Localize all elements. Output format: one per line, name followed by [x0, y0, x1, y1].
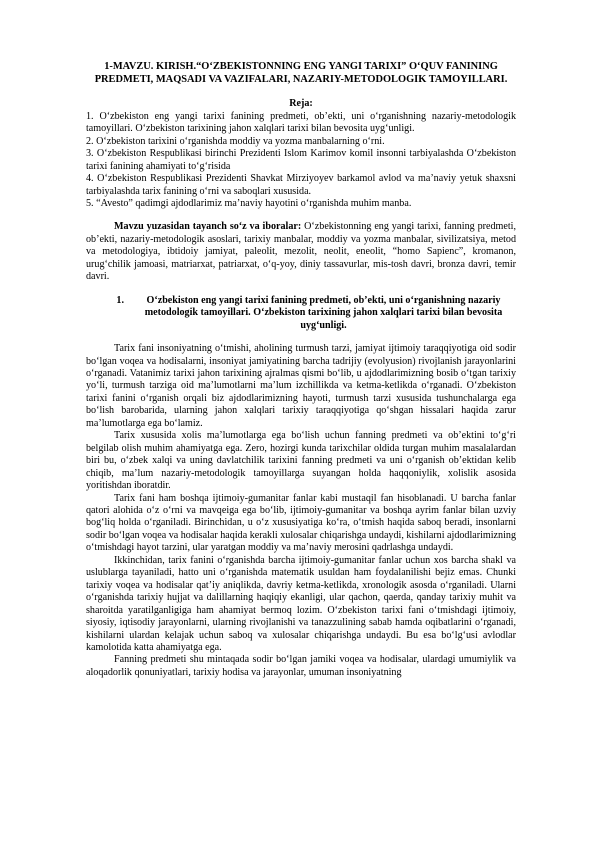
body-paragraph: Tarix fani ham boshqa ijtimoiy-gumanitar fanlar kabi mustaqil fan hisoblanadi. U barcha fanlar qatori alohida o‘z o‘rni va mavqeiga ega bo‘lib, ijtimoiy-gumanitar va boshqa ayrim fanlar bilan uzviy bog‘liq holda o‘rganiladi. Birinchidan, u o‘z xususiyatiga ko‘ra, o‘tmish haqida saboq beradi, insonlarni sodir bo‘lgan voqea va hodisalar haqida kerakli xulosalar chiqarishga undaydi, kishilarni ajdodlarimizning o‘tmishdagi hayot tarzini, ular yaratgan moddiy va ma’naviy merosini qadrlashga undaydi. — [86, 492, 516, 554]
plan-item: 2. O‘zbekiston tarixini o‘rganishda moddiy va yozma manbalarning o‘rni. — [86, 135, 385, 147]
section-title: O‘zbekiston eng yangi tarixi fanining predmeti, ob’ekti, uni o‘rganishning nazariy metodologik tamoyillari. O‘zbekiston tarixining jahon xalqlari tarixi bilan bevosita uyg‘unligi. — [144, 294, 503, 331]
document-page — [86, 60, 516, 679]
body-paragraph: Ikkinchidan, tarix fanini o‘rganishda barcha ijtimoiy-gumanitar fanlar uchun xos barcha shakl va uslublarga tayaniladi, hatto uni o‘rganishda matematik usuldan ham foydalanilishi bejiz emas. Chunki tarixiy voqea va hodisalar qat’iy aniqlikda, davriy ketma-ketlikda, xronologik asosda o‘rganiladi. Ularni o‘rganishda tarixiy hujjat va dalillarning haqiqiy ekanligi, ular qachon, qaerda, qanday tarixiy muhit va sharoitda yaratilganligiga ham ahamiyat bermoq lozim. O‘zbekiston tarixi fani o‘tmishdagi ijtimoiy, siyosiy, iqtisodiy jarayonlarni, ularning rivojlanishi va tanazzulining sabab hamda oqibatlarini o‘rganadi, kishilarni ulardan kelajak uchun saboq va xulosalar chiqarishga undaydi. Bu esa bo‘lg‘usi avlodlar kamolotida katta ahamiyatga ega. — [86, 554, 516, 653]
keywords-label: Mavzu yuzasidan tayanch so‘z va iboralar: — [114, 221, 302, 233]
plan-item: 3. O‘zbekiston Respublikasi birinchi Prezidenti Islom Karimov komil insonni tarbiyalashda O‘zbekiston tarixi fanining ahamiyati to‘g‘risida — [86, 148, 516, 172]
keywords-paragraph — [86, 221, 516, 283]
body-paragraph: Tarix xususida xolis ma’lumotlarga ega bo‘lish uchun fanning predmeti va ob’ektini to‘g‘ri belgilab olish muhim ahamiyatga ega. Zero, hozirgi kunda tarixchilar oldida turgan muhim masalalardan biri bu, o‘zbek xalqi va uning davlatchilik tarixini fanning predmeti va uni o‘rganish ob’ektidan kelib chiqib, ma’lum nazariy-metodologik tamoyillarga suyangan holda haqqoniylik, xolislik asosida yoritishdan iboratdir. — [86, 430, 516, 492]
section-number: 1. — [116, 294, 124, 306]
plan-heading: Reja: — [289, 98, 313, 110]
section-heading — [86, 295, 516, 332]
plan-item: 1. O‘zbekiston eng yangi tarixi fanining predmeti, ob’ekti, uni o‘rganishning nazariy-metodologik tamoyillari. O‘zbekiston tarixining jahon xalqlari tarixi bilan bevosita uyg‘unligi. — [86, 110, 516, 135]
body-paragraph: Tarix fani insoniyatning o‘tmishi, aholining turmush tarzi, jamiyat ijtimoiy taraqqiyotiga oid sodir bo‘lgan voqea va hodisalarni, insoniyat jamiyatining barcha tadrijiy (evolyusion) rivojlanish jarayonlarini o‘rganadi. Vatanimiz tarixi jahon tarixining ajralmas qismi bo‘lib, u ajdodlarimizning bosib o‘tgan tarixiy yo‘li, turmush tarziga oid ma’lumotlarni ma’lum izchillikda va ketma-ketlikda o‘rganadi. O‘zbekiston tarixi fanini o‘rganish orqali biz ajdodlarimizning hayoti, turmush tarzi xususida tushunchalarga ega bo‘lish barobarida, ularning jahon xalqlari tarixiy taraqqiyotiga qo‘shgan hissalari haqida zarur ma’lumotlarga ega bo‘lamiz. — [86, 343, 516, 429]
keywords-text: O‘zbekistonning eng yangi tarixi, fanning predmeti, ob’ekti, nazariy-metodologik asoslari, tarixiy manbalar, moddiy va yozma manbalar, sivilizatsiya, metod va metodologiya, ibtidoiy jamiyat, paleolit, mezolit, neolit, eneolit, “homo Sapienc”, kromanon, urug‘chilik jamoasi, matriarxat, patriarxat, o‘q-yoy, diniy tassavurlar, mis-tosh davri, bronza davri, temir davri. — [86, 221, 516, 283]
plan-item: 5. “Avesto” qadimgi ajdodlarimiz ma’naviy hayotini o‘rganishda muhim manba. — [86, 198, 412, 210]
document-title: 1-MAVZU. KIRISH.“O‘ZBEKISTONNING ENG YANGI TARIXI” O‘QUV FANINING PREDMETI, MAQSADI VA VAZIFALARI, NAZARIY-METODOLOGIK TAMOYILLARI. — [94, 61, 508, 86]
body-paragraph: Fanning predmeti shu mintaqada sodir bo‘lgan jamiki voqea va hodisalar, ulardagi umumiylik va aloqadorlik qonuniyatlari, tarixiy hodisa va jarayonlar, umuman insoniyatning — [86, 654, 516, 678]
plan-item: 4. O‘zbekiston Respublikasi Prezidenti Shavkat Mirziyoyev barkamol avlod va ma’naviy yetuk shaxsni tarbiyalashda tarix fanining o‘rni va saboqlari xususida. — [86, 173, 516, 197]
